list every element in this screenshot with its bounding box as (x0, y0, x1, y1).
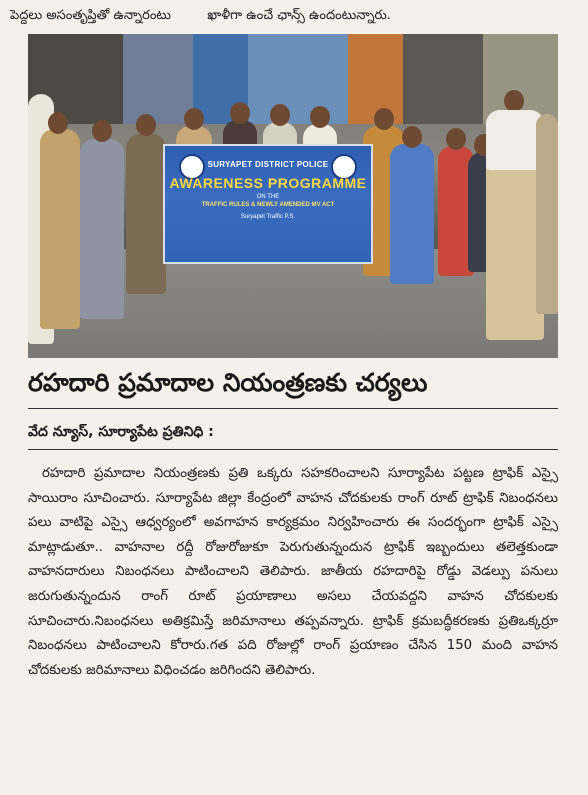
previous-article-text-left: పెద్దలు అసంతృప్తితో ఉన్నారంటు (10, 8, 171, 23)
banner-programme-line: AWARENESS PROGRAMME (169, 175, 367, 191)
banner-station-line: Suryapet Traffic P.S. (240, 214, 296, 220)
banner-police-line: SURYAPET DISTRICT POLICE (207, 160, 329, 169)
awareness-banner (163, 144, 373, 264)
previous-article-tail (0, 0, 588, 32)
previous-article-text-right: ఖాళీగా ఉంచే ఛాన్స్ ఉందంటున్నారు. (207, 8, 391, 23)
article-paragraph: రహదారి ప్రమాదాల నియంత్రణకు ప్రతి ఒక్కరు సహకరించాలని సూర్యాపేట పట్టణ ట్రాఫిక్ ఎస్సై సాయిరాం సూచించారు. సూర్యాపేట జిల్లా కేంద్రంలో వాహన చోదకులకు రాంగ్ రూట్ ట్రాఫిక్ నిబంధనలు పలు వాటిపై ఎస్సై ఆధ్వర్యంలో అవగాహన కార్యక్రమం నిర్వహించారు ఈ సందర్భంగా ట్రాఫిక్ ఎస్సై మాట్లాడుతూ.. వాహనాల రద్దీ రోజురోజుకూ పెరుగుతున్నందున ట్రాఫిక్ ఇబ్బందులు తలెత్తకుండా వాహనదారులు నిబంధనలు పాటించాలని తెలిపారు. జాతీయ రహదారిపై రోడ్డు వెడల్పు పనులు జరుగుతున్నందున రాంగ్ రూట్ ప్రయాణాలు అసలు చేయవద్దని వాహన చోదకులకు సూచించారు.నిబంధనలు అతిక్రమిస్తే జరిమానాలు తప్పవన్నారు. ట్రాఫిక్ క్రమబద్ధీకరణకు ప్రతిఒక్కర్రూ నిబంధనలు పాటించాలని కోరారు.గత పది రోజుల్లో రాంగ్ ప్రయాణం చేసిన 150 మంది వాహన చోదకులకు జరిమానాలు విధించడం జరిగిందని తెలిపారు. (28, 466, 558, 678)
banner-rules-line: TRAFFIC RULES & NEWLY AMENDED MV ACT (201, 202, 335, 208)
article-body (28, 462, 558, 683)
background-shops (28, 34, 558, 124)
byline-divider (28, 449, 558, 450)
article-byline: వేద న్యూస్, సూర్యాపేట ప్రతినిధి : (28, 424, 214, 440)
banner-on-line: ON THE (256, 194, 280, 200)
article-headline: రహదారి ప్రమాదాల నియంత్రణకు చర్యలు (28, 368, 428, 397)
headline-divider (28, 408, 558, 409)
news-photo (28, 34, 558, 358)
